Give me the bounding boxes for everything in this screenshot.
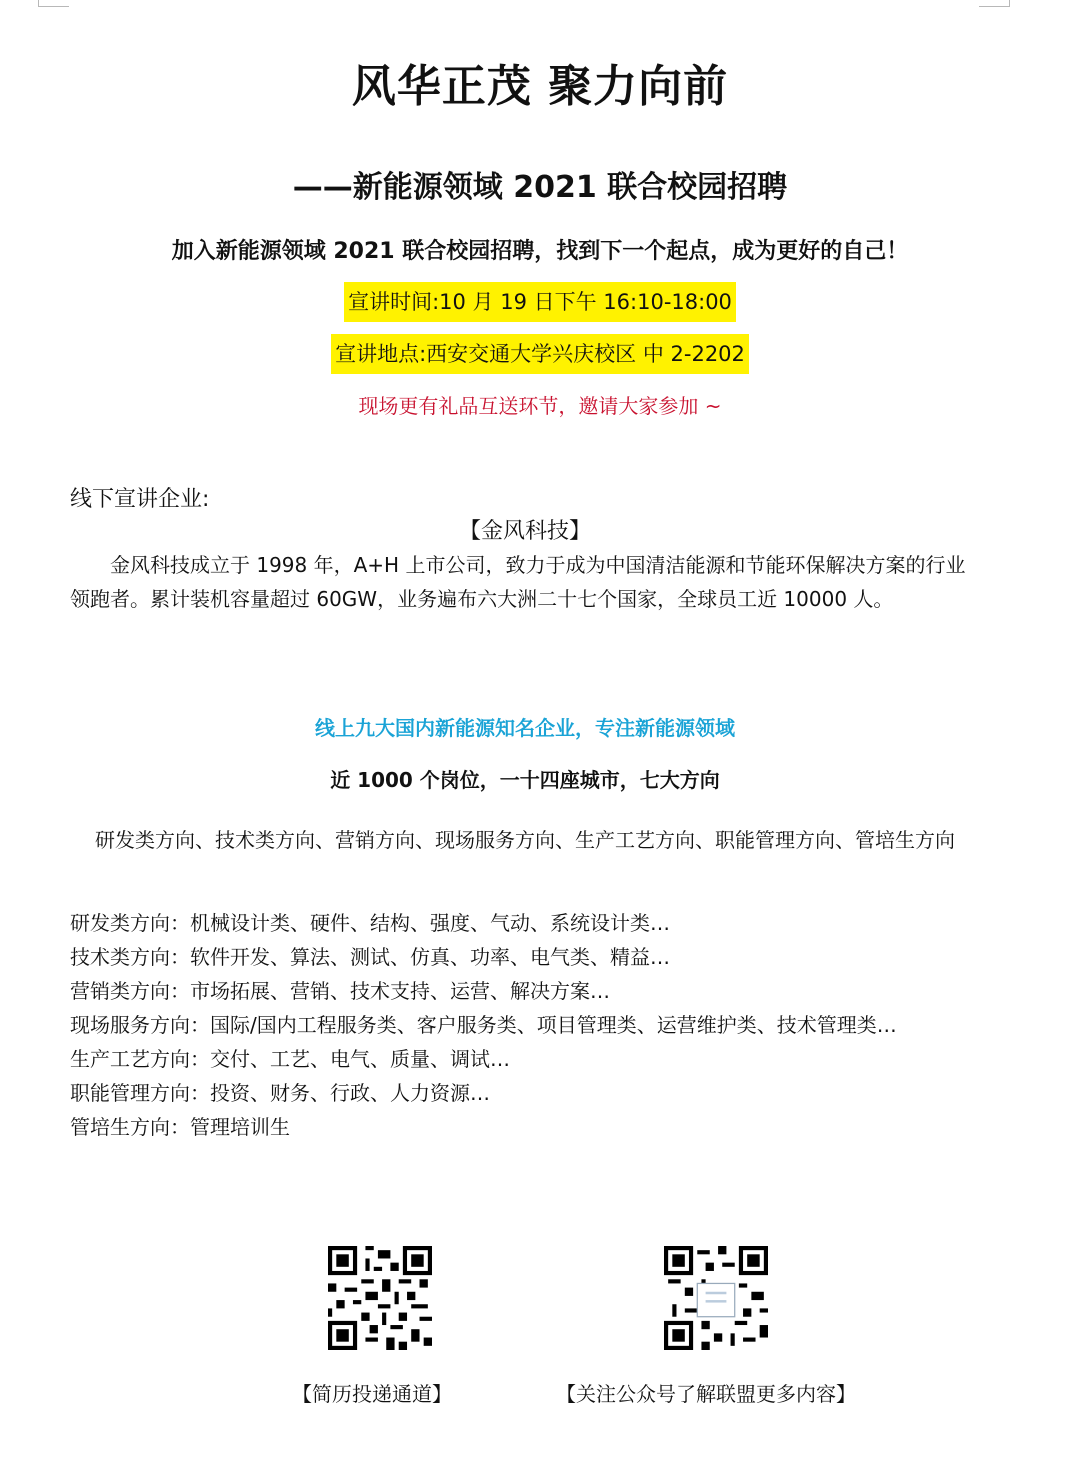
- positions-summary: 近 1000 个岗位，一十四座城市，七大方向: [330, 768, 720, 792]
- event-location: 宣讲地点:西安交通大学兴庆校区 中 2-2202: [331, 334, 749, 374]
- resume-channel-label: 【简历投递通道】: [292, 1382, 452, 1406]
- page-subtitle: ——新能源领域 2021 联合校园招聘: [292, 170, 788, 205]
- detail-rd: 研发类方向：机械设计类、硬件、结构、强度、气动、系统设计类…: [70, 911, 670, 935]
- detail-management: 职能管理方向：投资、财务、行政、人力资源…: [70, 1081, 490, 1105]
- company-description: 金风科技成立于 1998 年，A+H 上市公司，致力于成为中国清洁能源和节能环保解决方案的行业领跑者。累计装机容量超过 60GW，业务遍布六大洲二十七个国家，全球员工近 10000 人。: [70, 553, 966, 611]
- gift-note: 现场更有礼品互送环节，邀请大家参加 ~: [358, 394, 722, 418]
- online-section-title: 线上九大国内新能源知名企业，专注新能源领域: [315, 716, 735, 740]
- company-name: 【金风科技】: [458, 519, 591, 544]
- invite-text: 加入新能源领域 2021 联合校园招聘，找到下一个起点，成为更好的自己！: [171, 239, 909, 264]
- detail-production: 生产工艺方向：交付、工艺、电气、质量、调试…: [70, 1047, 510, 1071]
- crop-mark-left: [38, 0, 69, 7]
- offline-section-title: 线下宣讲企业:: [70, 487, 210, 512]
- follow-account-label: 【关注公众号了解联盟更多内容】: [556, 1382, 856, 1406]
- wechat-qr-code-icon: [664, 1246, 768, 1350]
- direction-details: [70, 906, 980, 1144]
- event-time: 宣讲时间:10 月 19 日下午 16:10-18:00: [344, 282, 736, 322]
- crop-mark-right: [979, 0, 1010, 7]
- resume-qr-code-icon: [328, 1246, 432, 1350]
- detail-tech: 技术类方向：软件开发、算法、测试、仿真、功率、电气类、精益…: [70, 945, 670, 969]
- detail-marketing: 营销类方向：市场拓展、营销、技术支持、运营、解决方案…: [70, 979, 610, 1003]
- directions-list: 研发类方向、技术类方向、营销方向、现场服务方向、生产工艺方向、职能管理方向、管培生方向: [95, 828, 955, 852]
- event-time-row: [0, 286, 1080, 316]
- event-location-row: [0, 338, 1080, 368]
- page-title: 风华正茂 聚力向前: [351, 61, 729, 112]
- detail-field-service: 现场服务方向：国际/国内工程服务类、客户服务类、项目管理类、运营维护类、技术管理类…: [70, 1013, 897, 1037]
- detail-trainee: 管培生方向：管理培训生: [70, 1115, 290, 1139]
